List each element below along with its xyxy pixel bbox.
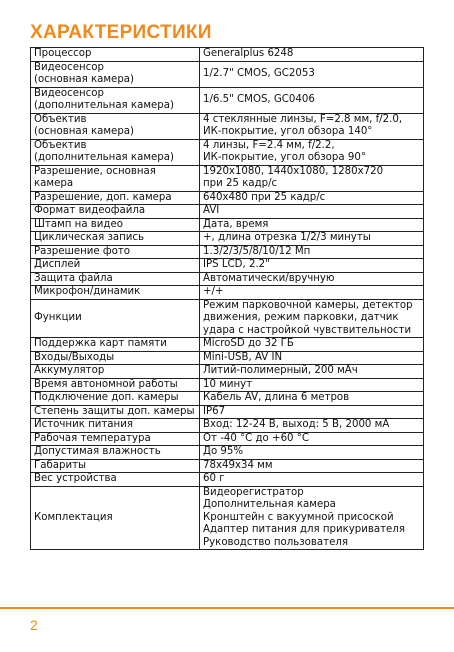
spec-label [31,205,200,219]
spec-label-line: Микрофон/динамик [34,286,141,297]
table-row [31,218,424,232]
spec-value [200,139,424,165]
spec-value [200,61,424,87]
spec-value-line: До 95% [203,446,244,457]
spec-label-line: Аккумулятор [34,365,105,376]
spec-label-line: Габариты [34,459,87,471]
spec-value [200,419,424,433]
spec-value [200,218,424,232]
table-row [31,113,424,139]
spec-value [200,392,424,406]
spec-label [31,232,200,246]
spec-label [31,165,200,191]
table-row [31,165,424,191]
spec-value [200,87,424,113]
spec-label-line: Поддержка карт памяти [34,338,167,349]
table-row [31,87,424,113]
spec-label-line: Циклическая запись [34,232,145,243]
table-row [31,191,424,205]
spec-value [200,299,424,338]
spec-value-line: От -40 °С до +60 °С [203,432,309,444]
spec-value [200,473,424,487]
spec-label [31,446,200,460]
spec-value [200,432,424,446]
spec-label-line: Разрешение, основная [34,165,156,177]
table-row [31,139,424,165]
spec-label-line: Рабочая температура [34,432,151,444]
spec-value-line: при 25 кадр/с [203,178,278,189]
spec-value [200,191,424,205]
spec-value-line: Руководство пользователя [203,536,348,548]
table-row [31,299,424,338]
table-row [31,446,424,460]
spec-value-line: 4 линзы, F=2.4 мм, f/2.2, [203,139,335,151]
spec-value [200,378,424,392]
table-row [31,338,424,352]
table-row [31,48,424,62]
spec-label [31,405,200,419]
spec-label-line: Защита файла [34,272,113,284]
spec-value-line: MicroSD до 32 ГБ [203,338,294,349]
spec-value [200,259,424,273]
spec-value-line: Адаптер питания для прикуривателя [203,524,405,535]
spec-label [31,113,200,139]
spec-label-line: Штамп на видео [34,218,123,230]
spec-value-line: Видеорегистратор [203,486,304,498]
spec-table [30,47,424,550]
spec-label-line: Объектив [34,139,87,151]
table-row [31,405,424,419]
spec-label-line: (основная камера) [34,126,135,137]
spec-label [31,218,200,232]
spec-label-line: Дисплей [34,259,81,270]
spec-label [31,48,200,62]
table-row [31,419,424,433]
spec-value [200,351,424,365]
spec-value [200,365,424,379]
spec-value-line: AVI [203,205,220,216]
spec-value [200,286,424,300]
spec-label [31,473,200,487]
spec-value-line: Кабель AV, длина 6 метров [203,392,350,403]
spec-value-line: 1/2.7" CMOS, GC2053 [203,67,315,79]
spec-label-line: Видеосенсор [34,87,104,99]
spec-value-line: IP67 [203,405,226,417]
spec-value-line: ИК-покрытие, угол обзора 140° [203,126,373,137]
spec-value-line: 78x49x34 мм [203,459,273,471]
spec-value [200,272,424,286]
page-number: 2 [30,617,38,633]
table-row [31,61,424,87]
spec-value-line: Дата, время [203,218,269,230]
page-title: ХАРАКТЕРИСТИКИ [30,22,212,43]
table-row [31,378,424,392]
spec-value-line: IPS LCD, 2.2" [203,259,270,270]
spec-value-line: 10 минут [203,378,253,390]
table-row [31,272,424,286]
spec-label [31,351,200,365]
spec-label-line: Вес устройства [34,473,117,484]
spec-value-line: 640x480 при 25 кадр/с [203,191,326,203]
spec-label-line: камера [34,178,74,189]
spec-value-line: 4 стеклянные линзы, F=2.8 мм, f/2.0, [203,113,403,125]
spec-label [31,286,200,300]
spec-value-line: Литий-полимерный, 200 мАч [203,365,358,376]
spec-label-line: Процессор [34,48,92,59]
spec-value [200,459,424,473]
spec-value [200,205,424,219]
spec-value [200,446,424,460]
spec-value [200,232,424,246]
spec-label [31,87,200,113]
table-row [31,486,424,550]
spec-value-line: 1/6.5" CMOS, GC0406 [203,93,315,105]
spec-value-line: Дополнительная камера [203,499,336,510]
spec-label-line: Комплектация [34,511,113,523]
spec-value [200,405,424,419]
spec-label-line: Видеосенсор [34,61,104,73]
table-row [31,259,424,273]
spec-value-line: Автоматически/вручную [203,272,335,284]
spec-value-line: +, длина отрезка 1/2/3 минуты [203,232,371,243]
spec-value [200,338,424,352]
table-row [31,459,424,473]
spec-label-line: Степень защиты доп. камеры [34,405,195,417]
spec-label-line: (дополнительная камера) [34,100,174,111]
spec-label-line: Источник питания [34,419,133,430]
spec-label-line: Разрешение, доп. камера [34,191,172,203]
table-row [31,432,424,446]
spec-label-line: Формат видеофайла [34,205,146,216]
spec-label [31,459,200,473]
spec-label [31,272,200,286]
spec-label [31,432,200,446]
spec-label-line: (дополнительная камера) [34,152,174,163]
spec-label [31,419,200,433]
spec-label-line: Входы/Выходы [34,351,115,363]
spec-value-line: 1920x1080, 1440x1080, 1280x720 [203,165,384,177]
spec-label-line: Допустимая влажность [34,446,161,457]
table-row [31,365,424,379]
spec-value-line: +/+ [203,286,224,297]
spec-label [31,378,200,392]
table-row [31,473,424,487]
spec-value-line: движения, режим парковки, датчик [203,312,399,323]
spec-label [31,61,200,87]
spec-value-line: ИК-покрытие, угол обзора 90° [203,152,366,163]
spec-value-line: Кронштейн с вакуумной присоской [203,511,394,523]
spec-value [200,48,424,62]
table-row [31,392,424,406]
spec-label [31,191,200,205]
table-row [31,232,424,246]
table-row [31,351,424,365]
spec-value-line: удара с настройкой чувствительности [203,324,412,336]
spec-label-line: Время автономной работы [34,378,178,390]
spec-value-line: 1.3/2/3/5/8/10/12 Мп [203,245,311,257]
spec-label-line: (основная камера) [34,74,135,85]
spec-label [31,299,200,338]
spec-label [31,139,200,165]
spec-label-line: Подключение доп. камеры [34,392,179,403]
spec-value [200,245,424,259]
spec-value [200,165,424,191]
table-row [31,245,424,259]
spec-label-line: Объектив [34,113,87,125]
spec-value-line: 60 г [203,473,225,484]
spec-value-line: Generalplus 6248 [203,48,294,59]
spec-value-line: Режим парковочной камеры, детектор [203,299,413,311]
spec-label [31,338,200,352]
spec-value [200,113,424,139]
spec-value-line: Вход: 12-24 В, выход: 5 В, 2000 мА [203,419,390,430]
spec-label [31,365,200,379]
spec-value [200,486,424,550]
table-row [31,205,424,219]
spec-value-line: Mini-USB, AV IN [203,351,283,363]
spec-label [31,392,200,406]
spec-label [31,259,200,273]
table-row [31,286,424,300]
spec-label-line: Разрешение фото [34,245,131,257]
spec-label [31,245,200,259]
spec-label-line: Функции [34,312,82,323]
footer-divider [0,607,454,609]
spec-label [31,486,200,550]
